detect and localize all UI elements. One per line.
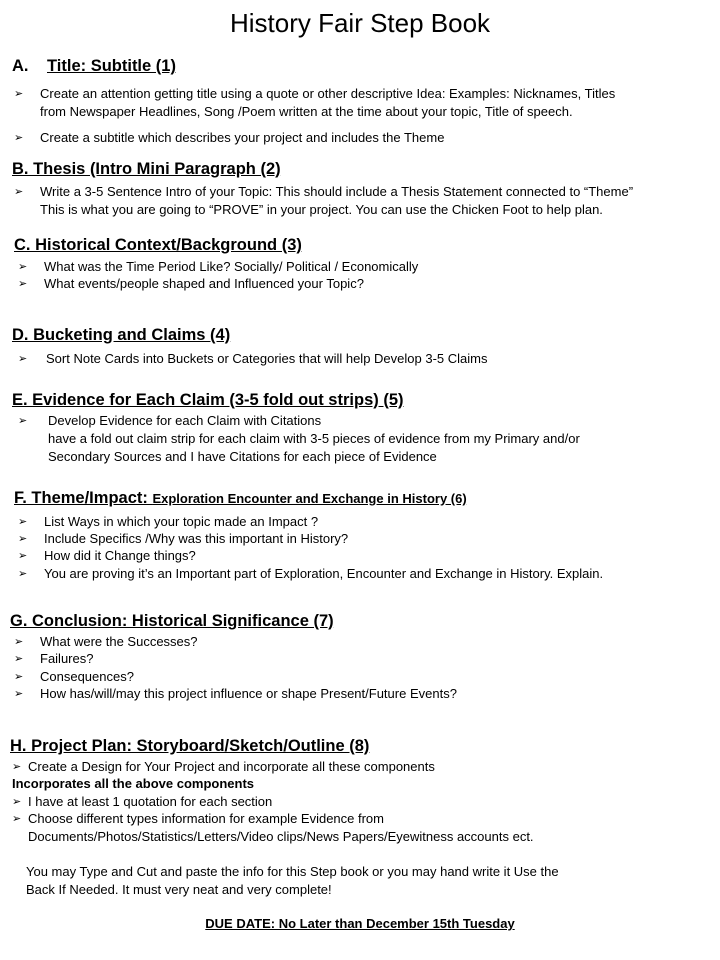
section-f-line-3: How did it Change things? [44, 548, 196, 563]
arrow-bullet-icon: ➢ [18, 353, 28, 365]
section-f-heading-sub: Exploration Encounter and Exchange in History (6) [152, 491, 467, 506]
section-f-line-4: You are proving it’s an Important part of Exploration, Encounter and Exchange in History. Explain. [44, 566, 604, 581]
section-h-line-4: Choose different types information for example Evidence from [28, 811, 384, 826]
section-f-heading [14, 489, 467, 508]
arrow-bullet-icon: ➢ [14, 186, 24, 198]
section-h-line-2: Incorporates all the above components [12, 776, 254, 791]
section-f-heading-main: F. Theme/Impact: [14, 489, 153, 507]
section-d-heading: D. Bucketing and Claims (4) [12, 326, 231, 344]
section-f-line-1: List Ways in which your topic made an Impact ? [44, 514, 319, 529]
section-a-line-1: Create an attention getting title using a quote or other descriptive Idea: Examples: Nicknames, Titles [40, 86, 616, 101]
arrow-bullet-icon: ➢ [12, 761, 22, 773]
section-g-heading: G. Conclusion: Historical Significance (7) [10, 612, 334, 630]
section-c-line-2: What events/people shaped and Influenced your Topic? [44, 276, 364, 291]
section-b-line-1: Write a 3-5 Sentence Intro of your Topic: This should include a Thesis Statement connected to “Theme” [40, 184, 634, 199]
arrow-bullet-icon: ➢ [14, 688, 24, 700]
section-a-line-3: Create a subtitle which describes your project and includes the Theme [40, 130, 445, 145]
section-g-line-2: Failures? [40, 651, 94, 666]
section-d-line-1: Sort Note Cards into Buckets or Categories that will help Develop 3-5 Claims [46, 351, 488, 366]
arrow-bullet-icon: ➢ [14, 636, 24, 648]
closing-line-2: Back If Needed. It must very neat and very complete! [26, 882, 332, 897]
section-e-line-1: Develop Evidence for each Claim with Citations [48, 413, 322, 428]
section-c-heading: C. Historical Context/Background (3) [14, 236, 302, 254]
arrow-bullet-icon: ➢ [18, 415, 28, 427]
arrow-bullet-icon: ➢ [14, 671, 24, 683]
section-c-line-1: What was the Time Period Like? Socially/ Political / Economically [44, 259, 419, 274]
arrow-bullet-icon: ➢ [18, 261, 28, 273]
section-g-line-4: How has/will/may this project influence or shape Present/Future Events? [40, 686, 457, 701]
section-e-line-2: have a fold out claim strip for each claim with 3-5 pieces of evidence from my Primary and/or [48, 431, 580, 446]
arrow-bullet-icon: ➢ [14, 653, 24, 665]
section-g-line-3: Consequences? [40, 669, 134, 684]
arrow-bullet-icon: ➢ [18, 533, 28, 545]
section-f-line-2: Include Specifics /Why was this important in History? [44, 531, 349, 546]
closing-line-1: You may Type and Cut and paste the info for this Step book or you may hand write it Use the [26, 864, 559, 879]
section-b-heading: B. Thesis (Intro Mini Paragraph (2) [12, 160, 281, 178]
section-a-heading: Title: Subtitle (1) [47, 57, 176, 75]
section-h-heading: H. Project Plan: Storyboard/Sketch/Outline (8) [10, 737, 370, 755]
arrow-bullet-icon: ➢ [18, 516, 28, 528]
section-h-line-5: Documents/Photos/Statistics/Letters/Video clips/News Papers/Eyewitness accounts ect. [28, 829, 534, 844]
arrow-bullet-icon: ➢ [14, 88, 24, 100]
section-a-line-2: from Newspaper Headlines, Song /Poem written at the time about your topic, Title of speech. [40, 104, 573, 119]
section-e-heading: E. Evidence for Each Claim (3-5 fold out strips) (5) [12, 391, 404, 409]
arrow-bullet-icon: ➢ [18, 278, 28, 290]
section-h-line-1: Create a Design for Your Project and incorporate all these components [28, 759, 435, 774]
arrow-bullet-icon: ➢ [14, 132, 24, 144]
due-date: DUE DATE: No Later than December 15th Tuesday [205, 916, 515, 931]
arrow-bullet-icon: ➢ [18, 550, 28, 562]
page-title: History Fair Step Book [229, 8, 491, 38]
section-a-letter: A. [12, 57, 29, 75]
arrow-bullet-icon: ➢ [12, 813, 22, 825]
section-b-line-2: This is what you are going to “PROVE” in your project. You can use the Chicken Foot to help plan. [40, 202, 603, 217]
arrow-bullet-icon: ➢ [18, 568, 28, 580]
arrow-bullet-icon: ➢ [12, 796, 22, 808]
section-g-line-1: What were the Successes? [40, 634, 198, 649]
section-h-line-3: I have at least 1 quotation for each section [28, 794, 273, 809]
section-e-line-3: Secondary Sources and I have Citations for each piece of Evidence [48, 449, 437, 464]
